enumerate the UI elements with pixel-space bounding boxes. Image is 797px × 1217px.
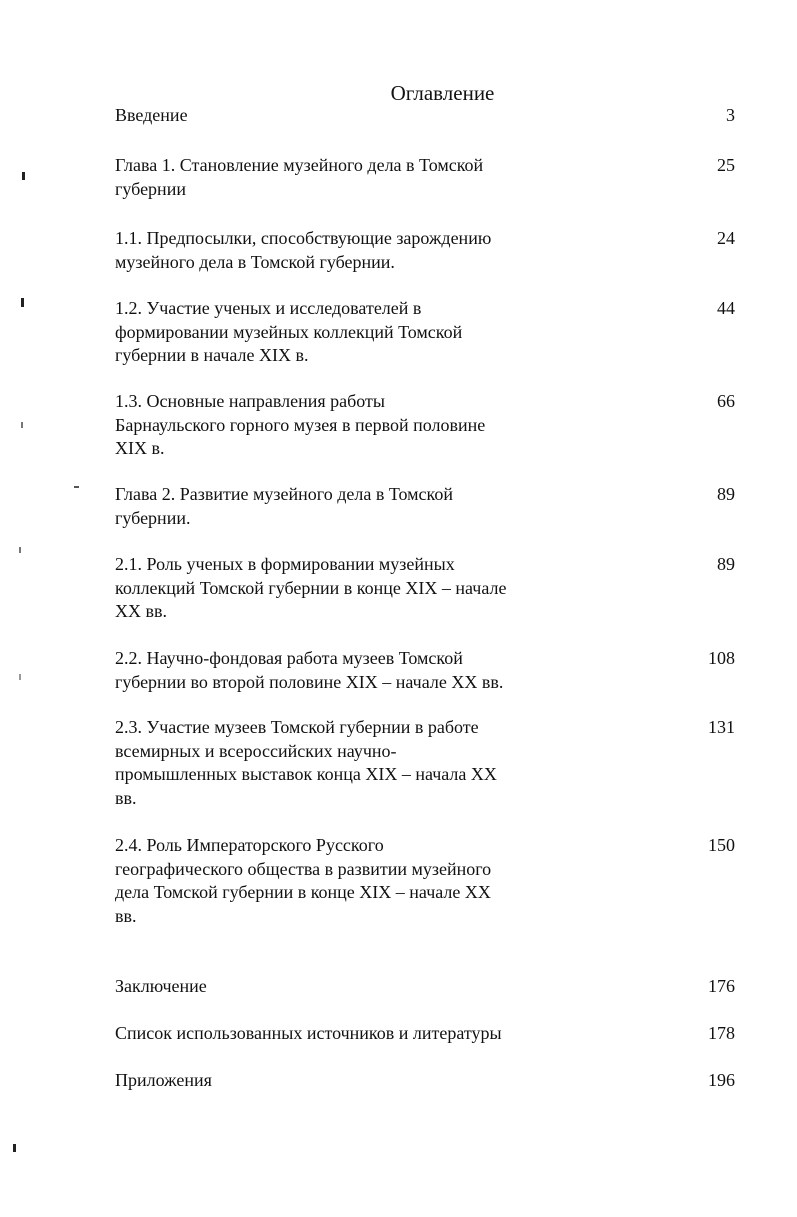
toc-entry-chapter-2 — [115, 483, 735, 530]
toc-entry-section-1-1 — [115, 227, 735, 274]
toc-entry-page: 24 — [717, 228, 735, 248]
scan-speck — [74, 486, 79, 488]
toc-entry-page: 44 — [717, 298, 735, 318]
toc-entry-page: 25 — [717, 155, 735, 175]
toc-entry-section-2-3 — [115, 716, 735, 810]
toc-entry-page: 89 — [717, 554, 735, 574]
toc-entry-label: 2.4. Роль Императорского Русского географического общества в развитии музейного дела Томской губернии в конце XIX – начале XX вв. — [115, 835, 492, 926]
toc-entry-chapter-1 — [115, 154, 735, 201]
toc-entry-conclusion — [115, 975, 735, 999]
toc-entry-label: 2.2. Научно-фондовая работа музеев Томской губернии во второй половине XIX – начале XX вв. — [115, 648, 504, 692]
toc-entry-label: Глава 2. Развитие музейного дела в Томской губернии. — [115, 484, 453, 528]
toc-entry-bibliography — [115, 1022, 735, 1046]
scan-speck — [13, 1144, 16, 1152]
toc-entry-label: 2.3. Участие музеев Томской губернии в работе всемирных и всероссийских научно- промышленных выставок конца XIX – начала XX вв. — [115, 717, 497, 808]
toc-entry-page: 3 — [726, 105, 735, 125]
toc-entry-section-2-4 — [115, 834, 735, 928]
toc-entry-page: 66 — [717, 391, 735, 411]
toc-title: Оглавление — [390, 81, 495, 105]
toc-entry-label: Глава 1. Становление музейного дела в Томской губернии — [115, 155, 484, 199]
scan-speck — [21, 422, 23, 428]
scan-speck — [19, 674, 21, 680]
toc-entry-page: 150 — [708, 835, 735, 855]
scan-speck — [21, 298, 24, 307]
scan-speck — [19, 547, 21, 553]
toc-entry-section-1-2 — [115, 297, 735, 368]
toc-entry-page: 196 — [708, 1070, 735, 1090]
toc-entry-label: 1.3. Основные направления работы Барнаульского горного музея в первой половине XIX в. — [115, 391, 486, 458]
toc-entry-label: 1.1. Предпосылки, способствующие зарождению музейного дела в Томской губернии. — [115, 228, 492, 272]
toc-entry-label: Заключение — [115, 976, 207, 996]
toc-entry-section-1-3 — [115, 390, 735, 461]
toc-entry-label: 2.1. Роль ученых в формировании музейных коллекций Томской губернии в конце XIX – начале XX вв. — [115, 554, 507, 621]
toc-entry-page: 108 — [708, 648, 735, 668]
toc-entry-page: 89 — [717, 484, 735, 504]
toc-entry-appendices — [115, 1069, 735, 1093]
toc-entry-page: 131 — [708, 717, 735, 737]
scan-speck — [22, 172, 25, 180]
toc-entry-label: Введение — [115, 105, 188, 125]
toc-entry-label: Приложения — [115, 1070, 212, 1090]
toc-entry-section-2-1 — [115, 553, 735, 624]
toc-entry-section-2-2 — [115, 647, 735, 694]
toc-entry-page: 176 — [708, 976, 735, 996]
toc-entry-introduction — [115, 104, 735, 128]
toc-entry-label: Список использованных источников и литературы — [115, 1023, 502, 1043]
toc-entry-page: 178 — [708, 1023, 735, 1043]
toc-entry-label: 1.2. Участие ученых и исследователей в формировании музейных коллекций Томской губернии в начале XIX в. — [115, 298, 463, 365]
